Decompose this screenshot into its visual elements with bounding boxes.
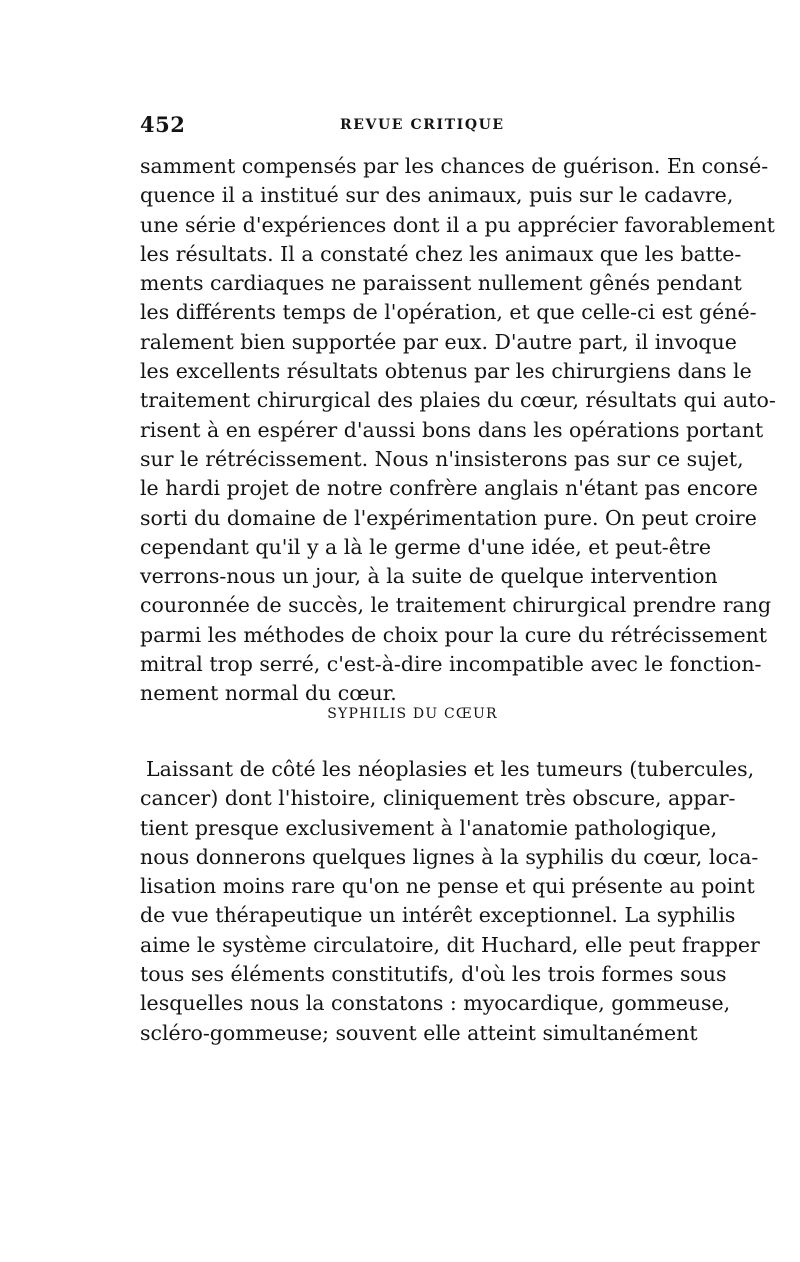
text-line: scléro-gommeuse; souvent elle atteint simultanément	[140, 1020, 698, 1045]
text-line: tient presque exclusivement à l'anatomie pathologique,	[140, 815, 718, 840]
text-line: le hardi projet de notre confrère anglais n'étant pas encore	[140, 476, 758, 501]
text-line: sur le rétrécissement. Nous n'insisterons pas sur ce sujet,	[140, 446, 744, 471]
text-line: parmi les méthodes de choix pour la cure du rétrécissement	[140, 622, 768, 647]
text-line: tous ses éléments constitutifs, d'où les trois formes sous	[140, 962, 727, 987]
text-line: couronnée de succès, le traitement chirurgical prendre rang	[140, 593, 772, 618]
section-heading: SYPHILIS DU CŒUR	[327, 706, 498, 722]
text-line: ralement bien supportée par eux. D'autre part, il invoque	[140, 329, 737, 354]
page-number: 452	[140, 112, 186, 137]
text-line: quence il a institué sur des animaux, puis sur le cadavre,	[140, 183, 734, 208]
text-line: sorti du domaine de l'expérimentation pure. On peut croire	[140, 505, 757, 530]
text-line: nous donnerons quelques lignes à la syphilis du cœur, loca-	[140, 844, 759, 869]
paragraph-2	[140, 755, 760, 1048]
paragraph-1	[140, 152, 776, 709]
text-line: aime le système circulatoire, dit Huchard, elle peut frapper	[140, 932, 760, 957]
text-line: verrons-nous un jour, à la suite de quelque intervention	[140, 564, 718, 589]
text-line: de vue thérapeutique un intérêt exceptionnel. La syphilis	[140, 903, 736, 928]
page-header	[140, 112, 685, 142]
text-line: Laissant de côté les néoplasies et les tumeurs (tubercules,	[146, 757, 755, 781]
text-line: cependant qu'il y a là le germe d'une idée, et peut-être	[140, 534, 712, 559]
text-line: lesquelles nous la constatons : myocardique, gommeuse,	[140, 991, 731, 1016]
text-line: risent à en espérer d'aussi bons dans les opérations portant	[140, 417, 764, 442]
text-line: une série d'expériences dont il a pu apprécier favorablement	[140, 212, 775, 237]
text-line: ments cardiaques ne paraissent nullement gênés pendant	[140, 271, 742, 296]
text-line: mitral trop serré, c'est-à-dire incompatible avec le fonction-	[140, 652, 762, 677]
text-line: cancer) dont l'histoire, cliniquement très obscure, appar-	[140, 786, 736, 811]
text-line: lisation moins rare qu'on ne pense et qui présente au point	[140, 874, 755, 899]
text-line: traitement chirurgical des plaies du cœur, résultats qui auto-	[140, 388, 776, 413]
running-title: REVUE CRITIQUE	[340, 117, 505, 133]
text-line: nement normal du cœur.	[140, 681, 397, 706]
text-line: les résultats. Il a constaté chez les animaux que les batte-	[140, 241, 742, 266]
text-line: les excellents résultats obtenus par les chirurgiens dans le	[140, 359, 752, 384]
text-line: samment compensés par les chances de guérison. En consé-	[140, 154, 769, 178]
text-line: les différents temps de l'opération, et que celle-ci est géné-	[140, 300, 757, 325]
